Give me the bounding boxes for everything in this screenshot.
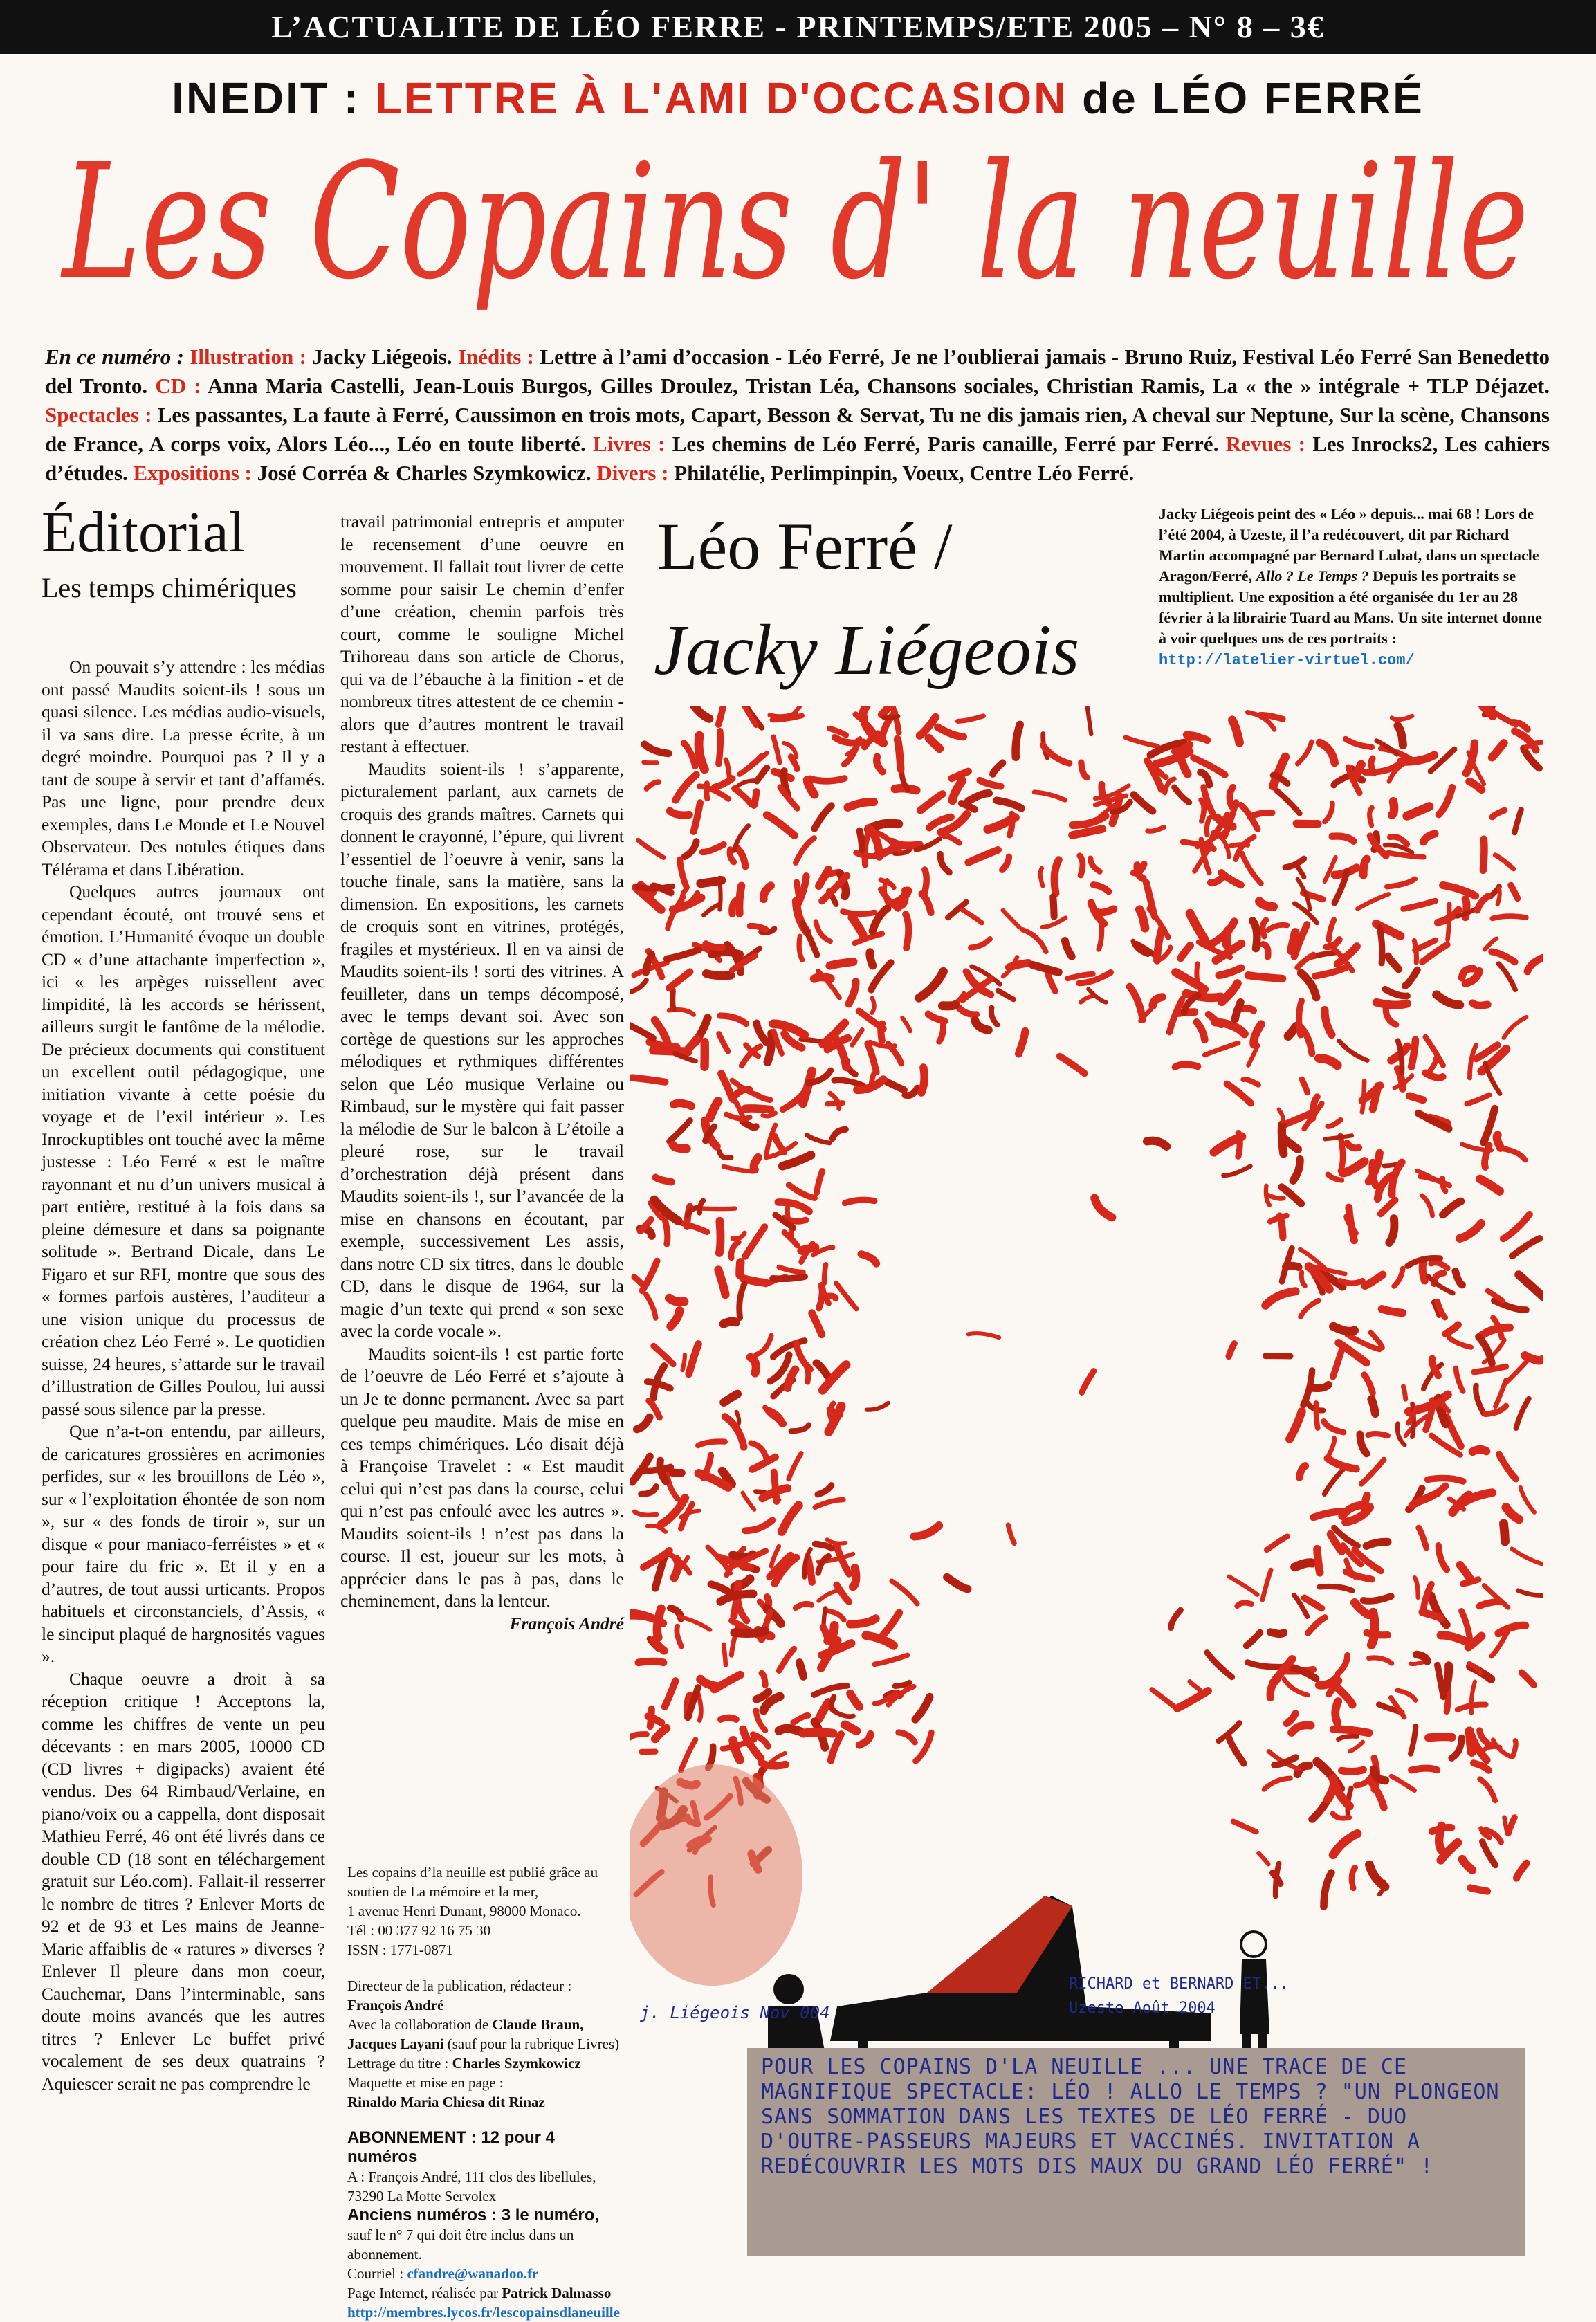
headline xyxy=(0,73,1596,124)
brush-stroke xyxy=(721,1717,736,1719)
brush-stroke xyxy=(1371,1612,1375,1645)
artist-website-link[interactable]: http://latelier-virtuel.com/ xyxy=(1159,652,1415,669)
website-link[interactable]: http://membres.lycos.fr/lescopainsdlaneuille xyxy=(347,2303,624,2322)
brush-stroke xyxy=(1445,1665,1449,1689)
brush-stroke xyxy=(672,991,674,1009)
brush-stroke xyxy=(706,783,707,798)
subscription-title: ABONNEMENT : 12 pour 4 numéros xyxy=(347,2128,624,2167)
brush-stroke xyxy=(724,1645,726,1665)
brush-stroke xyxy=(1366,1542,1388,1546)
web-author: Patrick Dalmasso xyxy=(502,2285,611,2301)
brush-stroke xyxy=(1483,839,1485,870)
brush-stroke xyxy=(1382,1309,1402,1313)
brush-stroke xyxy=(1340,1281,1362,1283)
brush-stroke xyxy=(774,1472,777,1502)
pub-collab-label: Avec la collaboration de xyxy=(347,2016,488,2033)
brush-stroke xyxy=(1227,845,1248,848)
brush-stroke xyxy=(1411,1040,1415,1067)
feature-title-line2: Jacky Liégeois xyxy=(654,609,1079,692)
handwritten-caption: POUR LES COPAINS D'LA NEUILLE ... UNE TRACE DE CE MAGNIFIQUE SPECTACLE: LÉO ! ALLO LE TEMPS ? "UN PLONGEON SANS SOMMATION DANS LES TEXTES DE LÉO FERRÉ - DUO D'OUTRE-PASSEURS MAJEURS ET VACCINÉS. INVITATION A REDÉCOUVRIR LES MOTS DIS MAUX DU GRAND LÉO FERRÉ" ! xyxy=(761,2055,1515,2179)
subscription-address: A : François André, 111 clos des libellules, 73290 La Motte Servolex xyxy=(347,2167,624,2206)
brush-stroke xyxy=(1352,1867,1355,1888)
brush-stroke xyxy=(706,973,731,976)
pub-director: François André xyxy=(347,1995,624,2015)
brush-stroke xyxy=(754,1158,758,1169)
paragraph: Chaque oeuvre a droit à sa réception critique ! Acceptons la, comme les chiffres de vente un peu décevants : en mars 2005, 10000 CD (CD livres + digipacks) avaient été vendus. Des 64 Rimbaud/Verlaine, en piano/voix ou a cappella, dont disposait Mathieu Ferré, 46 ont été livrés dans ce double CD (18 sont en téléchargement gratuit sur Léo.com). Fallait-il resserrer le nombre de titres ? Enlever Morts de 92 et de 93 et Les mains de Jeanne-Marie affaiblis de « ratures » diverses ? Enlever Il pleure dans mon coeur, Cauchemar, Dans l’interminable, sans doute moins avancés que les autres titres ? Enlever Le buffet privé vocalement de ses deux quatrains ? Aquiescer serait ne pas comprendre le xyxy=(42,1668,325,2096)
brush-stroke xyxy=(845,1200,874,1203)
headline-red: LETTRE À L'AMI D'OCCASION xyxy=(375,73,1067,123)
brush-stroke xyxy=(1317,1549,1320,1573)
paragraph: Maudits soient-ils ! est partie forte de l’oeuvre de Léo Ferré et s’ajoute à un Je te donne permanent. Avec sa part quelque peu maudite. Mais de mise en ces temps chimériques. Léo disait déjà à Françoise Travelet : « Est maudit celui qui n’est pas dans la course, celui qui n’est pas enfoulé avec les autres ». Maudits soient-ils ! n’est pas dans la course. Il est, joueur sur les mots, à apprécier dans le pas à pas, dans le cheminement, dans la lenteur. xyxy=(340,1343,624,1613)
back-issues: Anciens numéros : 3 le numéro, xyxy=(347,2206,624,2225)
brush-stroke xyxy=(656,1178,672,1182)
pub-tel: Tél : 00 377 92 16 75 30 xyxy=(347,1921,624,1940)
brush-stroke xyxy=(706,944,722,947)
brush-stroke xyxy=(906,914,908,948)
brush-stroke xyxy=(804,1733,833,1734)
artist-note-text: Jacky Liégeois peint des « Léo » depuis... mai 68 ! Lors de l’été 2004, à Uzeste, il l’a redécouvert, dit par Richard Martin accompagné par Bernard Lubat, dans un spectacle Aragon/Ferré, xyxy=(1159,505,1539,585)
brush-stroke xyxy=(863,706,866,720)
brush-stroke xyxy=(735,1631,765,1634)
contents-cat-inedits: Inédits : xyxy=(458,345,540,369)
brush-stroke xyxy=(719,731,721,764)
editorial-subtitle: Les temps chimériques xyxy=(42,573,304,603)
brush-stroke xyxy=(1504,1524,1505,1542)
brush-stroke xyxy=(895,1683,910,1686)
brush-stroke xyxy=(1053,897,1054,916)
brush-stroke xyxy=(701,880,722,884)
brush-stroke xyxy=(872,998,874,1013)
brush-stroke xyxy=(673,1145,687,1149)
red-wash xyxy=(630,1764,802,1986)
pub-support: Les copains d’la neuille est publié grâce au soutien de La mémoire et la mer, xyxy=(347,1863,624,1901)
brush-stroke xyxy=(1295,1563,1312,1567)
brush-stroke xyxy=(1334,1729,1369,1733)
contents-cat-cd: CD : xyxy=(155,374,208,398)
brush-stroke xyxy=(1139,910,1145,929)
web-label: Page Internet, réalisée par xyxy=(347,2285,498,2301)
brush-stroke xyxy=(768,1033,772,1062)
paragraph: Que n’a-t-on entendu, par ailleurs, de caricatures grossières en acrimonies perfides, sur « les brouillons de Léo », sur « l’exploitation éhontée de son nom », sur « des fonds de tiroir », sur un disque « pour maniaco-ferréistes » et « pour faire du fric ». Et il y en a d’autres, de tout aussi urticants. Propos habituels et circonstanciels, d’Assis, « le sinciput plaqué de hargnosités vagues ». xyxy=(42,1420,325,1668)
contents-cat-illustration: Illustration : xyxy=(190,345,312,369)
brush-stroke xyxy=(853,1568,856,1587)
brush-stroke xyxy=(845,1725,856,1731)
brush-stroke xyxy=(830,962,854,966)
contents-cat-divers: Divers : xyxy=(596,461,674,485)
brush-stroke xyxy=(808,1559,812,1582)
brush-stroke xyxy=(1473,1003,1488,1005)
pub-issn: ISSN : 1771-0871 xyxy=(347,1940,624,1959)
brush-stroke xyxy=(643,762,657,763)
contents-cat-spectacles: Spectacles : xyxy=(45,403,158,427)
brush-stroke xyxy=(832,1697,834,1711)
hand-lettered-title xyxy=(35,128,1557,329)
paragraph: travail patrimonial entrepris et amputer le recensement d’une oeuvre en mouvement. Il fallait tout livrer de cette somme pour saisir Le chemin d’enfer d’une création, chemin parfois très court, comme le souligne Michel Trihoreau dans son article de Chorus, qui va de l’ébauche à la finition - et de nombreux titres attestent de ce chemin - alors que d’autres montrent le travail restant à effectuer. xyxy=(340,511,624,758)
pub-lettrage-label: Lettrage du titre : xyxy=(347,2055,448,2072)
brush-stroke xyxy=(1189,737,1207,740)
brush-stroke xyxy=(823,1296,836,1299)
brush-stroke xyxy=(1448,904,1450,940)
brush-stroke xyxy=(883,716,898,717)
brush-stroke xyxy=(1201,800,1204,821)
contents-cat-livres: Livres : xyxy=(593,432,672,456)
brush-stroke xyxy=(800,1663,804,1676)
contents-text: Philatélie, Perlimpinpin, Voeux, Centre Léo Ferré. xyxy=(674,461,1134,485)
brush-stroke xyxy=(870,952,872,966)
brush-stroke xyxy=(754,792,757,805)
art-place-date: Uzeste Août 2004 xyxy=(1069,2000,1216,2017)
brush-stroke xyxy=(1370,807,1373,825)
editorial-signature: François André xyxy=(340,1613,624,1636)
paragraph: On pouvait s’y attendre : les médias ont passé Maudits soient-ils ! sous un quasi silence. Les médias audio-visuels, il va sans dire. La presse écrite, à un degré moindre. Pourquoi pas ? Il y a tant de soupe à servir et tant d’affamés. Pas une ligne, pour prendre deux exemples, dans Le Monde et Le Nouvel Observateur. Des notules étiques dans Télérama et dans Libération. xyxy=(42,656,325,881)
pub-address: 1 avenue Henri Dunant, 98000 Monaco. xyxy=(347,1901,624,1921)
brush-stroke xyxy=(1492,916,1526,918)
publication-info xyxy=(347,1863,624,2322)
brush-stroke xyxy=(1316,1403,1317,1428)
brush-stroke xyxy=(860,831,862,850)
brush-stroke xyxy=(1473,1450,1487,1452)
brush-stroke xyxy=(670,811,689,815)
brush-stroke xyxy=(1409,1096,1423,1100)
pub-collab-note: (sauf pour la rubrique Livres) xyxy=(448,2036,619,2052)
pub-director-label: Directeur de la publication, rédacteur : xyxy=(347,1976,624,1995)
pub-collab2: Jacques Layani xyxy=(347,2036,443,2052)
contents-text: Les chemins de Léo Ferré, Paris canaille, Ferré par Ferré. xyxy=(672,432,1226,456)
brush-stroke xyxy=(1422,1263,1424,1281)
brush-stroke xyxy=(1263,920,1266,937)
brush-stroke xyxy=(1439,1826,1442,1850)
brush-stroke xyxy=(1335,1701,1338,1723)
brush-stroke xyxy=(897,739,901,769)
contents-text: Anna Maria Castelli, Jean-Louis Burgos, Gilles Droulez, Tristan Léa, Chansons sociales, Christian Ramis, La « the » intégrale + TLP Déjazet. xyxy=(208,374,1550,398)
paragraph: Quelques autres journaux ont cependant écouté, ont trouvé sens et émotion. L’Humanité évoque un double CD « d’une attachante imperfection », ici « les arpèges ruissellent avec limpidité, là les accords se hérissent, ailleurs surgit le fantôme de la mélodie. De précieux documents qui constituent un excellent outil pédagogique, une initiation vivante à cette poésie du voyage et de l’exil intérieur ». Les Inrockuptibles ont touché avec la même justesse : Léo Ferré « est le maître rayonnant et nu d’un univers musical à part entière, restitué à la fois dans sa pleine démesure et dans sa poignante solitude ». Bertrand Dicale, dans Le Figaro et sur RFI, montre que sous des « formes parfois austères, l’auditeur a une vision unique du processus de création chez Léo Ferré ». Le quotidien suisse, 24 heures, s’attarde sur le travail d’illustration de Gilles Poulou, lui aussi passé sous silence par la presse. xyxy=(42,881,325,1420)
brush-stroke xyxy=(1392,801,1394,815)
pub-lettrage: Charles Szymkowicz xyxy=(452,2055,581,2072)
brush-stroke xyxy=(1260,902,1274,907)
paragraph: Maudits soient-ils ! s’apparente, picturalement parlant, aux carnets de croquis des grands maîtres. Carnets qui donnent le crayonné, l’épure, qui livrent l’essentiel de l’oeuvre à venir, sans la touche finale, sans la matière, sans la dimension. En expositions, les carnets de croquis sont en vitrines, protégés, fragiles et mystérieux. Il en va ainsi de Maudits soient-ils ! sorti des vitrines. A feuilleter, dans un temps décomposé, avec le temps devant soi. Avec son cortège de questions sur les approches mélodiques et rythmiques différentes selon que Léo musique Verlaine ou Rimbaud, sur le mystère qui fait passer la mélodie de Sur le balcon à L’étoile a pleuré rose, sur le travail d’orchestration déjà présent dans Maudits soient-ils !, sur l’avancée de la mise en chansons en écoutant, par exemple, successivement Les assis, dans notre CD six titres, dans le double CD, dans le disque de 1964, sur la magie d’un texte qui prend « son sexe avec la corde vocale ». xyxy=(340,758,624,1343)
editorial-column-1 xyxy=(42,656,325,2095)
brush-stroke xyxy=(1341,1770,1363,1771)
art-signature: j. Liégeois Nov 004 xyxy=(640,2003,830,2022)
brush-stroke xyxy=(801,1039,822,1042)
brush-stroke xyxy=(1016,724,1020,757)
issue-banner: L’ACTUALITE DE LÉO FERRE - PRINTEMPS/ETE 2005 – N° 8 – 3€ xyxy=(0,0,1596,54)
brush-stroke xyxy=(1368,1434,1388,1436)
brush-stroke xyxy=(1054,860,1058,893)
contents-lead: En ce numéro : xyxy=(45,345,190,369)
brush-stroke xyxy=(637,886,672,888)
brush-stroke xyxy=(1229,787,1233,807)
contents-cat-expositions: Expositions : xyxy=(133,461,257,485)
brush-stroke xyxy=(1498,888,1500,904)
artist-note-text-2: Depuis les portraits se multiplient. Une exposition a été organisée du 1er au 28 février à la librairie Tuard au Mans. Un site internet donne à voir quelques uns de ces portraits : xyxy=(1159,567,1542,647)
contents-text: Les passantes, La faute à Ferré, Caussimon en trois mots, Capart, Besson & Servat, Tu ne dis jamais rien, A cheval sur Neptune, Sur la scène, Chansons de France, A corps voix, Alors Léo..., Léo en toute liberté. xyxy=(45,403,1550,456)
brush-stroke xyxy=(1341,1136,1343,1171)
brush-stroke xyxy=(724,1322,736,1324)
feature-title-line1: Léo Ferré / xyxy=(657,509,952,585)
brush-stroke xyxy=(1471,1888,1487,1892)
singer-body xyxy=(1240,1959,1269,2034)
brush-stroke xyxy=(1040,868,1043,886)
pub-maquette-label: Maquette et mise en page : xyxy=(347,2073,624,2092)
brush-stroke xyxy=(762,1673,765,1685)
pub-collab1: Claude Braun, xyxy=(493,2016,584,2033)
brush-stroke xyxy=(745,1108,771,1110)
brush-stroke xyxy=(1253,921,1257,949)
brush-stroke xyxy=(1428,1479,1464,1481)
contents-text: Les Inrocks2, Les cahiers d’études. xyxy=(45,432,1550,485)
email-link[interactable]: cfandre@wanadoo.fr xyxy=(407,2265,538,2282)
brush-stroke xyxy=(674,1103,691,1106)
contents-text: José Corréa & Charles Szymkowicz. xyxy=(257,461,597,485)
brush-stroke xyxy=(699,1208,735,1209)
brush-stroke xyxy=(698,1693,701,1720)
brush-stroke xyxy=(1497,1135,1501,1148)
brush-stroke xyxy=(824,1265,825,1283)
brush-stroke xyxy=(1377,1003,1407,1005)
artist-note-show: Allo ? Le Temps ? xyxy=(1256,567,1369,585)
contents-cat-revues: Revues : xyxy=(1226,432,1313,456)
brush-stroke xyxy=(885,880,888,902)
brush-stroke xyxy=(632,1078,666,1082)
brush-stroke xyxy=(1099,923,1101,949)
brush-stroke xyxy=(1248,976,1282,979)
pianist-head xyxy=(773,1974,804,2004)
brush-stroke xyxy=(1299,1000,1302,1035)
brush-stroke xyxy=(670,1298,684,1301)
artist-note xyxy=(1159,504,1546,671)
brush-stroke xyxy=(1389,1218,1394,1243)
brush-stroke xyxy=(1312,1385,1328,1389)
title-lettering: Les Copains d' la neuille xyxy=(60,130,1529,315)
contents-text: Jacky Liégeois. xyxy=(312,345,458,369)
brush-stroke xyxy=(773,1277,805,1279)
back-issues-note: sauf le n° 7 qui doit être inclus dans un abonnement. xyxy=(347,2225,624,2264)
brush-stroke xyxy=(1364,859,1367,875)
brush-stroke xyxy=(924,870,926,893)
brush-stroke xyxy=(1463,1580,1478,1584)
contents-text: Lettre à l’ami d’occasion - Léo Ferré, Je ne l’oublierai jamais - Bruno Ruiz, Festival Léo Ferré San Benedetto del Tronto. xyxy=(45,345,1550,398)
brush-stroke xyxy=(1226,931,1228,945)
brush-stroke xyxy=(1237,1603,1251,1607)
editorial-title: Éditorial xyxy=(42,500,245,566)
brush-stroke xyxy=(630,1734,646,1737)
portrait-illustration xyxy=(630,706,1543,2261)
brush-stroke xyxy=(719,1221,721,1253)
brush-stroke xyxy=(779,1728,800,1731)
brush-stroke xyxy=(1080,856,1083,875)
headline-prefix: INEDIT : xyxy=(172,73,375,123)
brush-stroke xyxy=(1379,928,1382,963)
email-label: Courriel : xyxy=(347,2265,403,2282)
brush-stroke xyxy=(740,886,742,913)
brush-stroke xyxy=(1404,1387,1406,1399)
art-dedication: RICHARD et BERNARD ET... xyxy=(1069,1975,1289,1993)
brush-stroke xyxy=(1371,1400,1375,1414)
brush-stroke xyxy=(843,911,874,913)
brush-stroke xyxy=(921,1068,924,1093)
brush-stroke xyxy=(810,778,845,781)
brush-stroke xyxy=(1175,1064,1198,1067)
pub-maquette: Rinaldo Maria Chiesa dit Rinaz xyxy=(347,2092,624,2112)
contents-summary xyxy=(45,342,1550,488)
brush-stroke xyxy=(683,1355,685,1370)
brush-stroke xyxy=(1009,814,1012,835)
brush-stroke xyxy=(1271,1632,1284,1634)
brush-stroke xyxy=(1411,1768,1437,1771)
brush-stroke xyxy=(639,1661,663,1663)
headline-suffix: de LÉO FERRÉ xyxy=(1067,73,1424,123)
brush-stroke xyxy=(1334,1326,1355,1331)
editorial-column-2 xyxy=(340,511,624,1635)
